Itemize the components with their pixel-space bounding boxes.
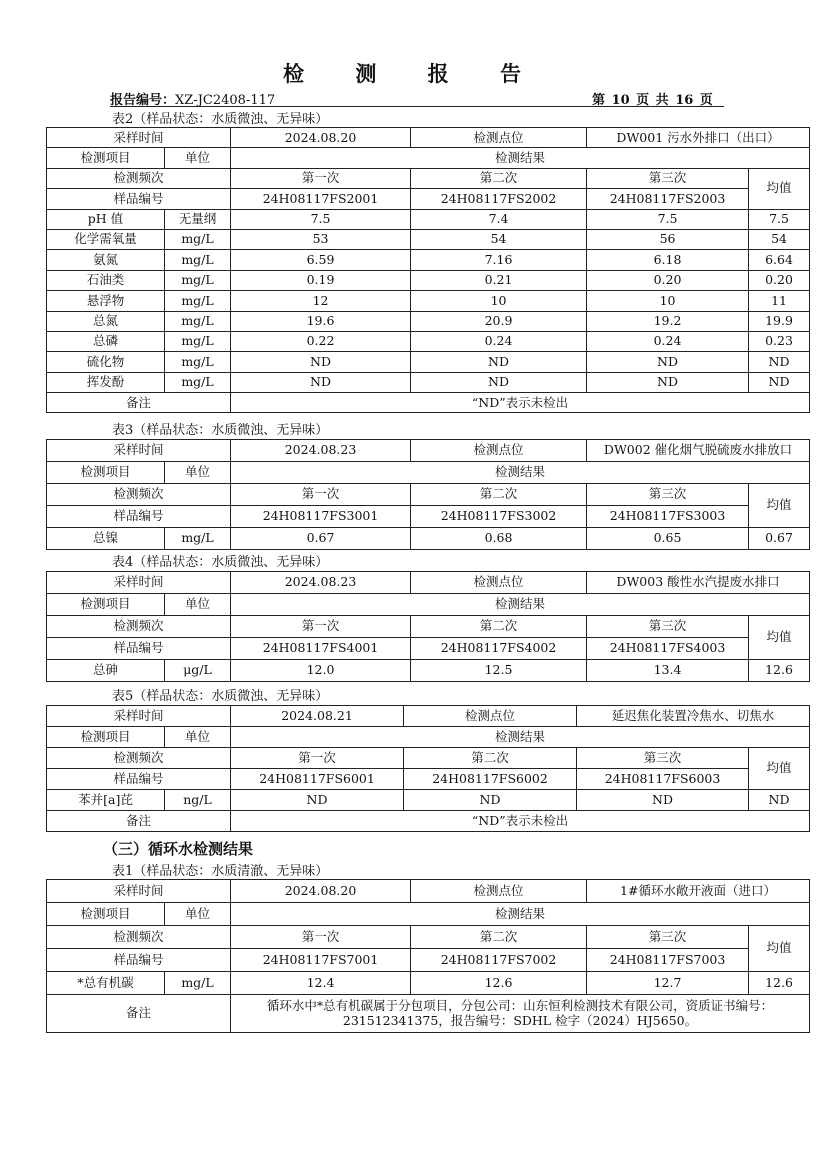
sample-date: 2024.08.23 <box>231 440 411 462</box>
check-point-value: DW002 催化烟气脱硫废水排放口 <box>587 440 810 462</box>
sample-number: 24H08117FS7003 <box>587 949 749 972</box>
sample-number: 24H08117FS2001 <box>231 189 411 209</box>
result-value: 12.5 <box>411 660 587 682</box>
parameter-name: 总镍 <box>47 528 165 550</box>
average-header: 均值 <box>749 748 810 790</box>
sample-number: 24H08117FS4003 <box>587 638 749 660</box>
result-value: ND <box>411 372 587 392</box>
result-value: 0.22 <box>231 331 411 351</box>
result-value: ND <box>231 352 411 372</box>
section-heading: （三）循环水检测结果 <box>103 840 254 858</box>
frequency-label: 检测频次 <box>47 926 231 949</box>
section3-table1-caption: 表1（样品状态：水质清澈、无异味） <box>112 864 329 879</box>
result-header: 检测结果 <box>231 462 810 484</box>
sample-number: 24H08117FS3001 <box>231 506 411 528</box>
sample-date: 2024.08.21 <box>231 706 404 727</box>
third-run-header: 第三次 <box>577 748 749 769</box>
average-value: ND <box>749 372 810 392</box>
sample-time-label: 采样时间 <box>47 880 231 903</box>
result-header: 检测结果 <box>231 903 810 926</box>
parameter-name: 悬浮物 <box>47 291 165 311</box>
average-header: 均值 <box>749 168 810 209</box>
third-run-header: 第三次 <box>587 484 749 506</box>
table4 <box>46 571 810 682</box>
item-header: 检测项目 <box>47 727 165 748</box>
sample-number-label: 样品编号 <box>47 769 231 790</box>
frequency-label: 检测频次 <box>47 484 231 506</box>
check-point-label: 检测点位 <box>404 706 577 727</box>
parameter-name: 石油类 <box>47 270 165 290</box>
check-point-value: 1#循环水敞开液面（进口） <box>587 880 810 903</box>
parameter-name: 总砷 <box>47 660 165 682</box>
report-number-value: XZ-JC2408-117 <box>175 93 276 108</box>
parameter-unit: mg/L <box>165 250 231 270</box>
parameter-unit: mg/L <box>165 291 231 311</box>
result-value: 0.21 <box>411 270 587 290</box>
result-value: 54 <box>411 229 587 249</box>
result-value: 7.4 <box>411 209 587 229</box>
third-run-header: 第三次 <box>587 616 749 638</box>
sample-time-label: 采样时间 <box>47 440 231 462</box>
parameter-unit: mg/L <box>165 352 231 372</box>
result-value: 0.20 <box>587 270 749 290</box>
average-value: ND <box>749 790 810 811</box>
average-value: ND <box>749 352 810 372</box>
parameter-unit: μg/L <box>165 660 231 682</box>
result-value: 13.4 <box>587 660 749 682</box>
remark-label: 备注 <box>47 995 231 1033</box>
second-run-header: 第二次 <box>411 484 587 506</box>
result-value: 6.59 <box>231 250 411 270</box>
result-value: 7.16 <box>411 250 587 270</box>
frequency-label: 检测频次 <box>47 748 231 769</box>
sample-date: 2024.08.20 <box>231 128 411 148</box>
average-value: 12.6 <box>749 660 810 682</box>
result-value: 0.19 <box>231 270 411 290</box>
section3-table1 <box>46 879 810 1033</box>
sample-number: 24H08117FS4001 <box>231 638 411 660</box>
second-run-header: 第二次 <box>411 616 587 638</box>
result-value: 7.5 <box>231 209 411 229</box>
result-header: 检测结果 <box>231 148 810 168</box>
check-point-value: DW001 污水外排口（出口） <box>587 128 810 148</box>
frequency-label: 检测频次 <box>47 616 231 638</box>
average-value: 6.64 <box>749 250 810 270</box>
result-value: ND <box>411 352 587 372</box>
third-run-header: 第三次 <box>587 168 749 188</box>
check-point-label: 检测点位 <box>411 440 587 462</box>
result-value: 0.65 <box>587 528 749 550</box>
check-point-label: 检测点位 <box>411 128 587 148</box>
item-header: 检测项目 <box>47 148 165 168</box>
remark-label: 备注 <box>47 393 231 413</box>
sample-date: 2024.08.20 <box>231 880 411 903</box>
result-value: 12.4 <box>231 972 411 995</box>
sample-number: 24H08117FS6002 <box>404 769 577 790</box>
result-value: 0.67 <box>231 528 411 550</box>
table3-caption: 表3（样品状态：水质微浊、无异味） <box>112 423 329 438</box>
parameter-unit: mg/L <box>165 372 231 392</box>
parameter-unit: mg/L <box>165 270 231 290</box>
result-value: ND <box>404 790 577 811</box>
remark-line: 231512341375，报告编号：SDHL 检字（2024）HJ5650。 <box>342 1012 698 1028</box>
table4-caption: 表4（样品状态：水质微浊、无异味） <box>112 555 329 570</box>
first-run-header: 第一次 <box>231 484 411 506</box>
parameter-name: 总氮 <box>47 311 165 331</box>
remark-label: 备注 <box>47 811 231 832</box>
result-header: 检测结果 <box>231 727 810 748</box>
result-value: 56 <box>587 229 749 249</box>
result-value: 10 <box>587 291 749 311</box>
unit-header: 单位 <box>165 727 231 748</box>
third-run-header: 第三次 <box>587 926 749 949</box>
table2-caption: 表2（样品状态：水质微浊、无异味） <box>112 112 329 127</box>
result-header: 检测结果 <box>231 594 810 616</box>
second-run-header: 第二次 <box>411 926 587 949</box>
average-value: 0.23 <box>749 331 810 351</box>
parameter-unit: ng/L <box>165 790 231 811</box>
parameter-unit: mg/L <box>165 972 231 995</box>
parameter-unit: 无量纲 <box>165 209 231 229</box>
result-value: 12.7 <box>587 972 749 995</box>
second-run-header: 第二次 <box>404 748 577 769</box>
item-header: 检测项目 <box>47 903 165 926</box>
unit-header: 单位 <box>165 594 231 616</box>
sample-number: 24H08117FS2002 <box>411 189 587 209</box>
unit-header: 单位 <box>165 148 231 168</box>
result-value: 0.24 <box>587 331 749 351</box>
sample-number: 24H08117FS3002 <box>411 506 587 528</box>
parameter-name: 挥发酚 <box>47 372 165 392</box>
average-header: 均值 <box>749 484 810 528</box>
average-header: 均值 <box>749 926 810 972</box>
table3 <box>46 439 810 550</box>
result-value: 12.0 <box>231 660 411 682</box>
sample-number-label: 样品编号 <box>47 949 231 972</box>
sample-number: 24H08117FS4002 <box>411 638 587 660</box>
average-value: 0.20 <box>749 270 810 290</box>
sample-number: 24H08117FS3003 <box>587 506 749 528</box>
page-info: 第 10 页 共 16 页 <box>592 93 713 108</box>
sample-number-label: 样品编号 <box>47 506 231 528</box>
table5 <box>46 705 810 832</box>
first-run-header: 第一次 <box>231 168 411 188</box>
second-run-header: 第二次 <box>411 168 587 188</box>
average-value: 7.5 <box>749 209 810 229</box>
sample-time-label: 采样时间 <box>47 706 231 727</box>
result-value: ND <box>587 352 749 372</box>
average-header: 均值 <box>749 616 810 660</box>
remark-line: 循环水中*总有机碳属于分包项目，分包公司：山东恒利检测技术有限公司，资质证书编号： <box>266 998 774 1014</box>
result-value: 20.9 <box>411 311 587 331</box>
first-run-header: 第一次 <box>231 748 404 769</box>
first-run-header: 第一次 <box>231 616 411 638</box>
parameter-unit: mg/L <box>165 331 231 351</box>
result-value: ND <box>231 790 404 811</box>
result-value: 19.2 <box>587 311 749 331</box>
parameter-name: 总磷 <box>47 331 165 351</box>
check-point-value: DW003 酸性水汽提废水排口 <box>587 572 810 594</box>
parameter-unit: mg/L <box>165 311 231 331</box>
sample-number: 24H08117FS2003 <box>587 189 749 209</box>
result-value: 0.24 <box>411 331 587 351</box>
check-point-value: 延迟焦化装置冷焦水、切焦水 <box>577 706 810 727</box>
report-number-label: 报告编号： <box>110 93 176 108</box>
unit-header: 单位 <box>165 903 231 926</box>
result-value: 12 <box>231 291 411 311</box>
check-point-label: 检测点位 <box>411 880 587 903</box>
parameter-unit: mg/L <box>165 229 231 249</box>
parameter-unit: mg/L <box>165 528 231 550</box>
sample-number-label: 样品编号 <box>47 189 231 209</box>
item-header: 检测项目 <box>47 594 165 616</box>
parameter-name: *总有机碳 <box>47 972 165 995</box>
check-point-label: 检测点位 <box>411 572 587 594</box>
sample-time-label: 采样时间 <box>47 572 231 594</box>
sample-number: 24H08117FS6003 <box>577 769 749 790</box>
remark-text <box>231 995 810 1033</box>
average-value: 19.9 <box>749 311 810 331</box>
parameter-name: 苯并[a]芘 <box>47 790 165 811</box>
result-value: 6.18 <box>587 250 749 270</box>
sample-number-label: 样品编号 <box>47 638 231 660</box>
result-value: 19.6 <box>231 311 411 331</box>
result-value: 53 <box>231 229 411 249</box>
result-value: ND <box>231 372 411 392</box>
average-value: 0.67 <box>749 528 810 550</box>
remark-text: “ND”表示未检出 <box>231 393 810 413</box>
result-value: 12.6 <box>411 972 587 995</box>
header-rule <box>110 106 724 107</box>
unit-header: 单位 <box>165 462 231 484</box>
remark-text: “ND”表示未检出 <box>231 811 810 832</box>
average-value: 12.6 <box>749 972 810 995</box>
parameter-name: pH 值 <box>47 209 165 229</box>
sample-number: 24H08117FS7002 <box>411 949 587 972</box>
first-run-header: 第一次 <box>231 926 411 949</box>
sample-time-label: 采样时间 <box>47 128 231 148</box>
parameter-name: 氨氮 <box>47 250 165 270</box>
result-value: 0.68 <box>411 528 587 550</box>
parameter-name: 硫化物 <box>47 352 165 372</box>
result-value: 10 <box>411 291 587 311</box>
table2 <box>46 127 810 413</box>
average-value: 11 <box>749 291 810 311</box>
sample-number: 24H08117FS7001 <box>231 949 411 972</box>
report-title: 检 测 报 告 <box>283 61 543 86</box>
frequency-label: 检测频次 <box>47 168 231 188</box>
result-value: ND <box>587 372 749 392</box>
sample-date: 2024.08.23 <box>231 572 411 594</box>
parameter-name: 化学需氧量 <box>47 229 165 249</box>
item-header: 检测项目 <box>47 462 165 484</box>
average-value: 54 <box>749 229 810 249</box>
sample-number: 24H08117FS6001 <box>231 769 404 790</box>
result-value: 7.5 <box>587 209 749 229</box>
result-value: ND <box>577 790 749 811</box>
table5-caption: 表5（样品状态：水质微浊、无异味） <box>112 689 329 704</box>
